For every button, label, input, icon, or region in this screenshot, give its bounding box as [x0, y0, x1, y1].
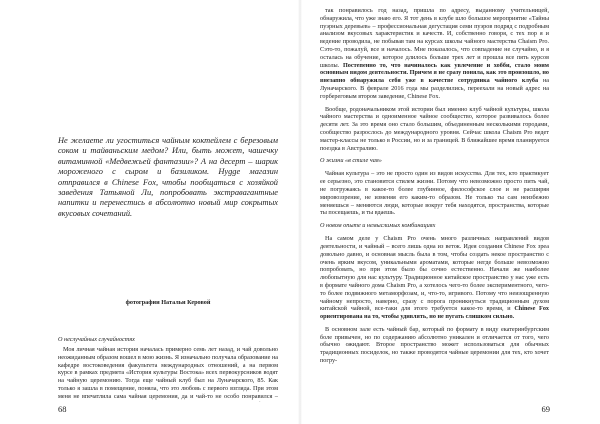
body-text: на Луначарского. В феврале 2016 года мы разделились, переехали на новый адрес на горбереговым втором заведение, Chinese Fox.: [320, 77, 549, 100]
photo-credit: фотографии Натальи Керовой: [125, 299, 211, 306]
highlighted-text: Постепенно то, что начиналось как увлечение и хобби, стало моим основным видом деятельности. Причем я не сразу поняла, как это произошло, но внезапно обнаружила себя уже в качестве сотрудника чайного клуба: [320, 61, 549, 85]
highlighted-text: Chinese Fox ориентирована на то, чтобы удивлять, но не пугать слишком сильно.: [320, 305, 549, 321]
section-heading: О неслучайных случайностях: [58, 336, 135, 343]
page-number-right: 69: [541, 404, 550, 414]
body-paragraph: Вообще, родоначальником этой истории был именно клуб чайной культуры, школа чайного мастерства и одноименное чайное сообщество, которое развивалось более десяти лет. За это время оно стало большим, объединенным несколькими городами, сообщество разрослось до международного уровня. Сейчас школа Chaism Pro ведет мастер-классы не только в России, но и за границей. В ближайшее время планируется поездка в Австралию.: [320, 105, 549, 152]
body-paragraph: В основном зале есть чайный бар, который по формату в виду екатеринбургским боле привычен, но по содержанию абсолютно уникален и отличается от того, чего обычно ожидают. Второе пространство может использоваться для обычных традиционных посиделок, но также проводятся чайные церемонии для тех, кто хочет погру-: [320, 325, 549, 365]
body-paragraph: Чайная культура – это не просто один из видов искусства. Для тех, кто практикует ее серьезно, это становится стилем жизни. Потому что невозможно просто пить чай, не погружаясь в какое-то более глубинное, философское слое и не расширяя мировоззрение, не изменяя его каким-то образом. Не только ты сам неизбежно меняешься – меняются люди, которые вокруг тебя находятся, пространства, которые ты посещаешь, и ты вдаешь.: [320, 170, 549, 217]
body-paragraph: Моя личная чайная история началась примерно семь лет назад, и чай довольно неожиданным образом вошел в мою жизнь. Я изначально получала образование на кафедре востоковедения факультета международных отношений, а на первом курсе в рамках предмета «История культуры Востока» всех первокурсников водят на чайную церемонию. Тогда еще чайный клуб был на Луначарского, 85. Как только я зашла в помещение, поняла, что это любовь с первого взгляда. При этом меня не впечатлила сама чайная церемония, да и чай-то не особо понравился –: [58, 346, 278, 400]
body-text: На самом деле у Chaism Pro очень много различных направлений видов деятельности, и чайный – всего лишь одна из веток. Идея создания Chinese Fox зреа довольно давно, и основная мысль была в том, чтобы создать некое пространство с очень ярким вкусом, уникальными ароматами, которые негде больше невозможно попробовать, но при этом было бы сочно естественно. Начали же наиболее любопытную для нас культуру. Традиционное китайское пространство у нас уже есть в формате чайного дома Chaism Pro, а хотелось чего-то более экспериментного, чего-то более подвижного метаморфозам, и, что-то, игривого. Потому что неизощренную чайному непросто, наверно, сразу с порога проникнуться традиционным духом китайской чайной, все-таки для этого требуется какое-то время, и: [320, 235, 549, 313]
section-heading: О новом опыте и немыслимых комбинациях: [320, 222, 436, 230]
lead-paragraph: Не желаете ли угоститься чайным коктейлем с березовым соком и тайваньским медом? Или, быть может, чашечку витаминной «Медвежьей фантазии»? А на десерт – шарик мороженого с сыром и базиликом. Hygge магазин отправился в Chinese Fox, чтобы пообщаться с хозяйкой заведения Татьяной Ли, попробовать экстравагантные напитки и перенестись в абсолютно новый мир сокрытых вкусовых сочетаний.: [58, 136, 278, 218]
section-heading: О жизни «в стиле чая»: [320, 157, 382, 165]
page-number-left: 68: [58, 404, 67, 414]
right-body-column: [320, 7, 549, 401]
body-text: так понравилось год назад, пришла по адресу, выданному учительницей, обнаружила, что уже знаю его. Я тот день в клубе шло большое мероприятие «Тайны пуэрных деревьев» – профессиональная дегустация семи пуэров подряд с подробным анализом вкусовых характеристик и качеств. И, собственно говоря, с тех пор я и ведение проводила, не побывав там на курсах школы чайного мастерства Chaism Pro. Сэто-то, пожалуй, все и началось. Мне показалось, что совпадение не случайно, и я осталась на обучение, которое длилось больше трех лет и прошла все пять курсов школы.: [320, 7, 549, 69]
right-page: [300, 0, 600, 424]
body-paragraph: [320, 235, 549, 321]
body-paragraph: [320, 7, 549, 101]
left-body-text: [58, 346, 278, 402]
